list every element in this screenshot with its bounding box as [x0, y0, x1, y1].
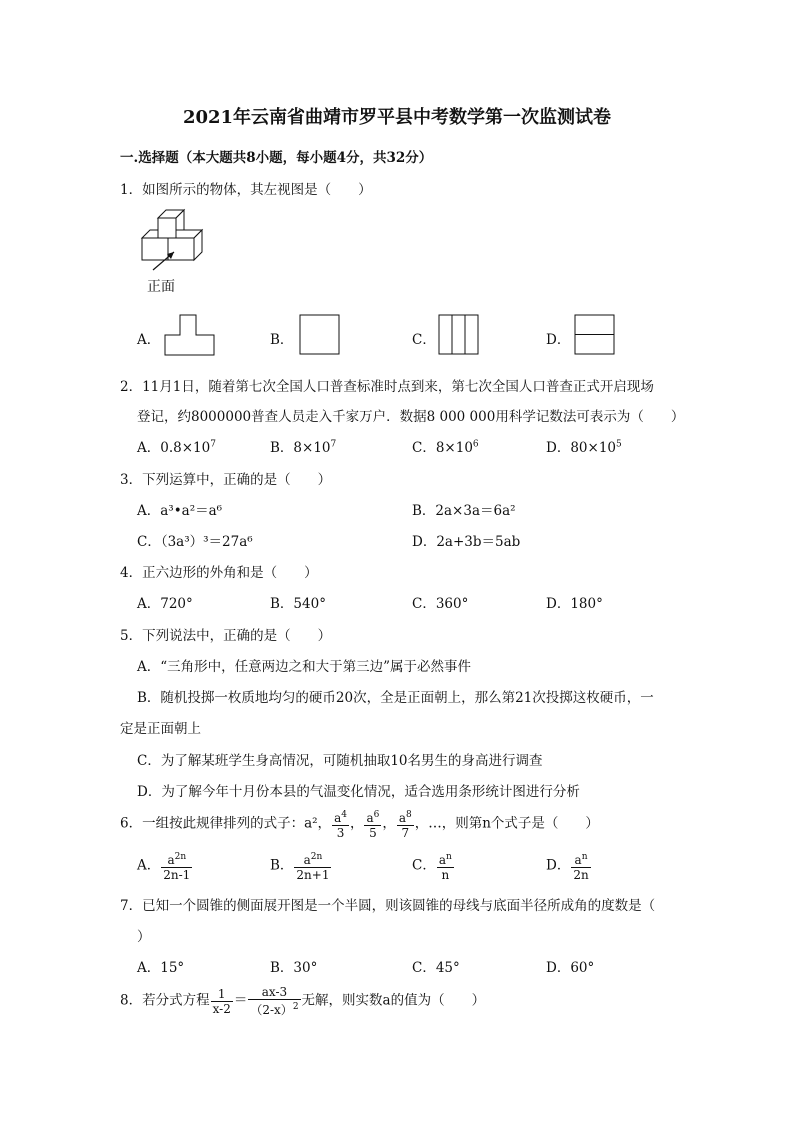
question-8-stem: 8．若分式方程 $\frac{1}{x-2}$ ＝ $\frac{ax-3}{(2-x)^2}$ 无解，则实数a的值为（ ） [120, 985, 486, 1017]
exam-title: 2021年云南省曲靖市罗平县中考数学第一次监测试卷 [182, 107, 612, 128]
q2-option-c: C．$8\times 10^6$ [412, 439, 479, 456]
q1-option-c-label: C． [412, 332, 436, 348]
q5-option-b-line-1: B．随机投掷一枚质地均匀的硬币20次，全是正面朝上，那么第21次投掷这枚硬币，一 [137, 690, 654, 706]
sequence-term-3: $\frac{a^6}{5}$ [366, 810, 380, 840]
q3-option-b: B．2a×3a＝6a² [412, 503, 516, 519]
question-5-stem: 5．下列说法中，正确的是（ ） [120, 628, 332, 644]
q1-option-b-figure [299, 314, 341, 356]
q7-option-b: B．30° [270, 960, 318, 976]
q7-option-a: A．15° [137, 960, 185, 976]
q6-option-b: B． $\frac{a^{2n}}{2n+1}$ [270, 852, 330, 882]
q4-option-c: C．360° [412, 596, 469, 612]
sequence-term-2: $\frac{a^4}{3}$ [334, 810, 347, 840]
q5-option-c: C．为了解某班学生身高情况，可随机抽取10名男生的身高进行调查 [137, 753, 543, 769]
q1-option-d-figure [574, 314, 616, 356]
question-3-stem: 3．下列运算中，正确的是（ ） [120, 472, 332, 488]
q7-option-d: D．60° [546, 960, 595, 976]
q4-option-d: D．180° [546, 596, 603, 612]
fraction-right: $\frac{ax-3}{(2-x)^2}$ [250, 985, 299, 1017]
q5-option-d: D．为了解今年十月份本县的气温变化情况，适合选用条形统计图进行分析 [137, 784, 580, 800]
q5-option-a: A．“三角形中，任意两边之和大于第三边”属于必然事件 [137, 659, 472, 675]
q2-option-a: A．$0.8\times 10^7$ [137, 439, 216, 456]
question-1-stem: 1．如图所示的物体，其左视图是（ ） [120, 182, 372, 198]
q3-option-d: D．2a+3b＝5ab [412, 534, 521, 550]
q3-option-a: A．a³•a²＝a⁶ [137, 503, 223, 519]
question-7-line-1: 7．已知一个圆锥的侧面展开图是一个半圆，则该圆锥的母线与底面半径所成角的度数是（ [120, 898, 656, 914]
front-arrow [150, 248, 180, 274]
q4-option-a: A．720° [137, 596, 193, 612]
q1-option-d-label: D． [546, 332, 571, 348]
q1-option-c-figure [438, 314, 480, 356]
q2-option-d: D．$80\times 10^5$ [546, 439, 622, 456]
question-4-stem: 4．正六边形的外角和是（ ） [120, 565, 318, 581]
fraction-left: $\frac{1}{x-2}$ [212, 986, 231, 1016]
front-label: 正面 [147, 279, 175, 295]
question-7-line-2: ） [137, 929, 151, 945]
q3-option-c: C．（3a³）³＝27a⁶ [137, 534, 253, 550]
q6-option-d: D． $\frac{a^n}{2n}$ [546, 852, 589, 882]
q6-option-a: A． $\frac{a^{2n}}{2n-1}$ [137, 852, 191, 882]
sequence-term-4: $\frac{a^8}{7}$ [398, 810, 412, 840]
q2-option-b: B．$8\times 10^7$ [270, 439, 337, 456]
q6-option-c: C． $\frac{a^n}{n}$ [412, 852, 452, 882]
q1-option-a-label: A． [137, 332, 161, 348]
q7-option-c: C．45° [412, 960, 460, 976]
q5-option-b-line-2: 定是正面朝上 [120, 721, 201, 737]
q4-option-b: B．540° [270, 596, 326, 612]
q1-option-b-label: B． [270, 332, 294, 348]
section-heading: 一.选择题（本大题共8小题，每小题4分，共32分） [120, 150, 433, 166]
question-6-stem: 6．一组按此规律排列的式子：a²， $\frac{a^4}{3}$ ， $\frac{a^6}{5}$ ， $\frac{a^8}{7}$ ，…，则第n个式子是（ ） [120, 810, 599, 840]
q1-option-a-figure [164, 314, 216, 356]
question-2-line-1: 2．11月1日，随着第七次全国人口普查标准时点到来，第七次全国人口普查正式开启现场 [120, 379, 654, 395]
question-2-line-2: 登记，约8000000普查人员走入千家万户．数据8 000 000用科学记数法可表示为（ ） [137, 409, 685, 425]
